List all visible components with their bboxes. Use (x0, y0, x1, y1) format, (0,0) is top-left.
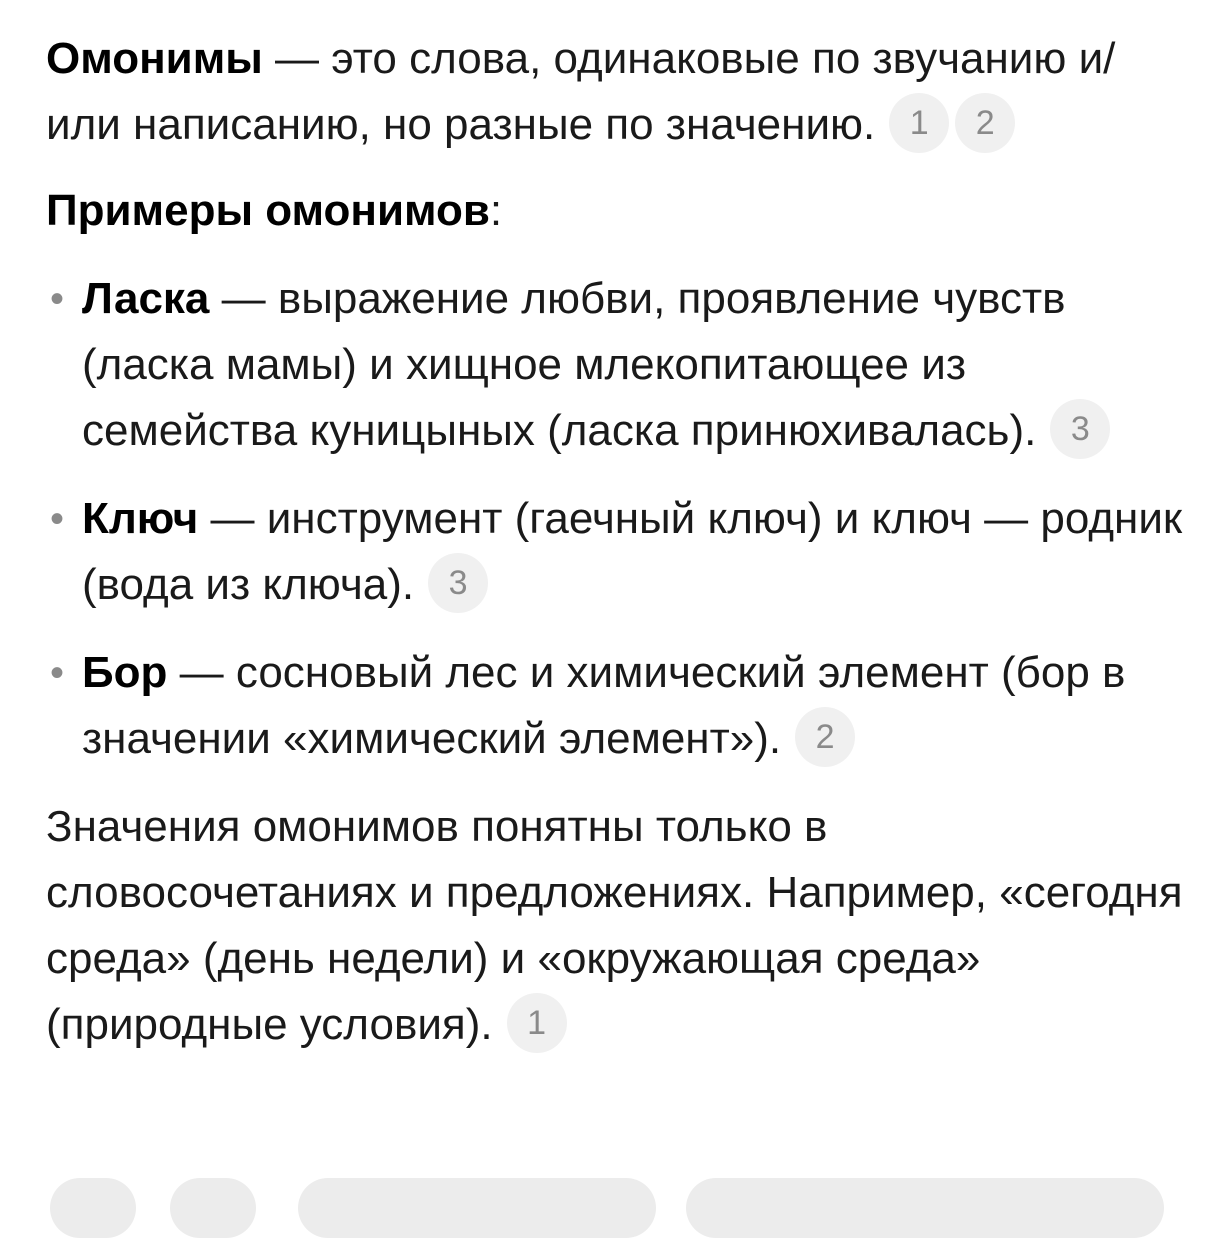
intro-term: Омонимы (46, 34, 263, 83)
examples-list (46, 266, 1186, 772)
list-item (46, 266, 1186, 464)
action-chip[interactable] (170, 1178, 256, 1238)
intro-text: — это слова, одинаковые по звучанию и/или написанию, но разные по значению. (46, 34, 1116, 149)
list-item (46, 640, 1186, 772)
source-ref-badge[interactable]: 1 (889, 93, 949, 153)
example-text: — инструмент (гаечный ключ) и ключ — родник (вода из ключа). (82, 494, 1183, 609)
source-ref-badge[interactable]: 1 (507, 993, 567, 1053)
bullet-icon: • (50, 277, 65, 321)
source-ref-badge[interactable]: 2 (795, 707, 855, 767)
example-term: Ласка (82, 274, 210, 323)
bullet-icon: • (50, 651, 65, 695)
conclusion-text: Значения омонимов понятны только в словосочетаниях и предложениях. Например, «сегодня среда» (день недели) и «окружающая среда» (природные условия). (46, 802, 1183, 1049)
action-chip[interactable] (686, 1178, 1164, 1238)
examples-heading (46, 178, 1186, 244)
action-chip[interactable] (298, 1178, 656, 1238)
examples-heading-suffix: : (489, 186, 503, 235)
example-term: Ключ (82, 494, 199, 543)
source-ref-badge[interactable]: 2 (955, 93, 1015, 153)
examples-heading-label: Примеры омонимов (46, 186, 490, 235)
source-ref-badge[interactable]: 3 (428, 553, 488, 613)
answer-content (46, 26, 1186, 1058)
bullet-icon: • (50, 497, 65, 541)
example-text: — сосновый лес и химический элемент (бор в значении «химический элемент»). (82, 648, 1126, 763)
action-chip[interactable] (50, 1178, 136, 1238)
intro-paragraph (46, 26, 1186, 158)
source-ref-badge[interactable]: 3 (1050, 399, 1110, 459)
example-text: — выражение любви, проявление чувств (ласка мамы) и хищное млекопитающее из семейства куницыных (ласка принюхивалась). (82, 274, 1066, 455)
example-term: Бор (82, 648, 168, 697)
conclusion-paragraph (46, 794, 1186, 1058)
action-chips-row (0, 1178, 1220, 1218)
list-item (46, 486, 1186, 618)
